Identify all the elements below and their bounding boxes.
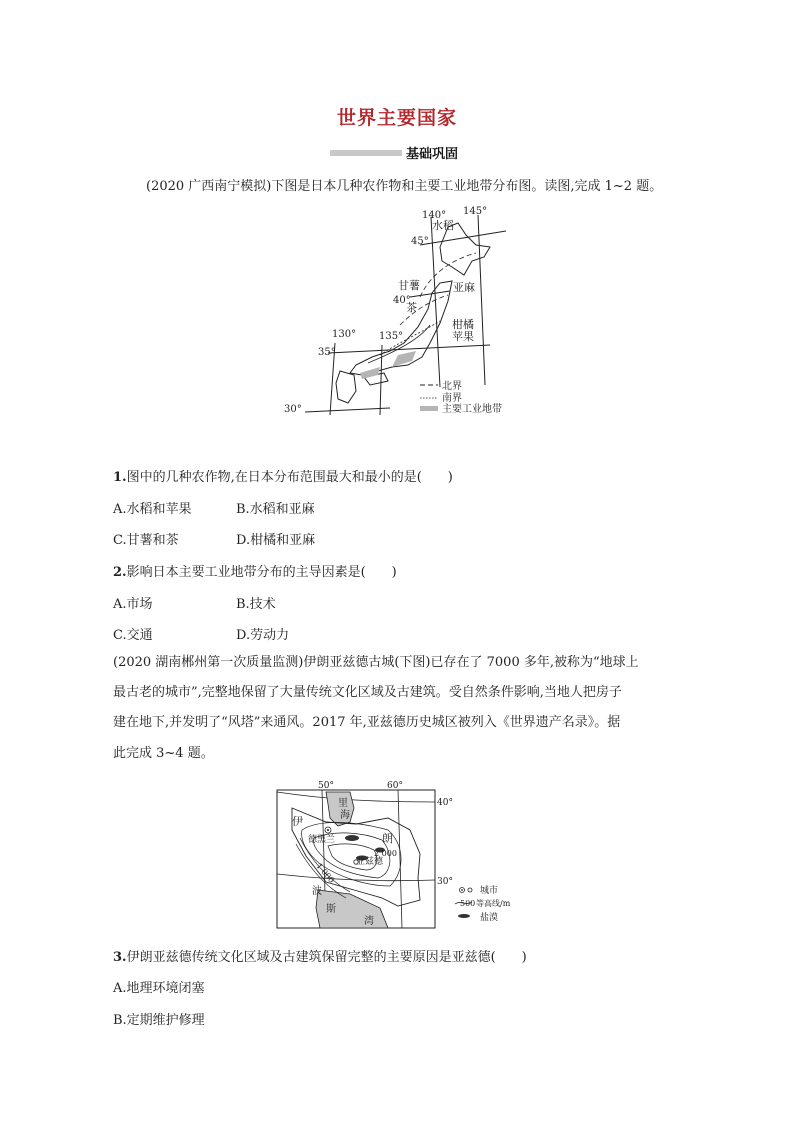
japan-map — [280, 205, 530, 420]
label-persian-1: 波 — [312, 886, 322, 897]
iran-lon-label-60: 60° — [387, 781, 403, 791]
crop-label-citrus: 柑橘 — [452, 318, 474, 331]
question-3-stem: 伊朗亚兹德传统文化区域及古建筑保留完整的主要原因是亚兹德( ) — [126, 950, 527, 965]
crop-label-rice: 水稻 — [432, 219, 454, 232]
q1-option-b: B.水稻和亚麻 — [236, 502, 315, 517]
lat-label-40: 40° — [393, 295, 411, 306]
crop-label-flax: 亚麻 — [453, 281, 475, 294]
section-bar — [330, 150, 402, 156]
label-iran-2: 朗 — [382, 832, 393, 845]
legend-north: 北界 — [442, 381, 462, 392]
legend-salt-desert: 盐漠 — [480, 913, 499, 923]
legend-contour: 等高线/m — [476, 899, 511, 908]
lat-label-45: 45° — [411, 236, 429, 247]
crop-label-apple: 苹果 — [452, 330, 474, 343]
legend-city: 城市 — [480, 886, 499, 896]
lon-label-130: 130° — [332, 329, 357, 340]
section-label: 基础巩固 — [406, 147, 459, 162]
question-2-number: 2. — [113, 565, 127, 580]
label-yazd: 亚兹德 — [356, 857, 384, 867]
question-3 — [113, 946, 527, 965]
page-title: 世界主要国家 — [336, 107, 457, 129]
label-persian-2: 斯 — [326, 904, 336, 915]
label-iran-1: 伊 — [292, 815, 303, 828]
intro-paragraph-2-line-2: 最古老的城市”,完整地保留了大量传统文化区域及古建筑。受自然条件影响,当地人把房子 — [113, 685, 622, 700]
intro-paragraph-1: (2020 广西南宁模拟)下图是日本几种农作物和主要工业地带分布图。读图,完成 1~2 题。 — [146, 179, 663, 194]
q2-option-b: B.技术 — [236, 597, 276, 612]
q2-option-c: C.交通 — [113, 628, 153, 643]
q3-option-a: A.地理环境闭塞 — [113, 981, 205, 996]
q1-option-a: A.水稻和苹果 — [113, 502, 192, 517]
label-elevation-2000: 2 000 — [374, 849, 397, 858]
q1-option-c: C.甘薯和茶 — [113, 533, 179, 548]
question-1-stem: 图中的几种农作物,在日本分布范围最大和最小的是( ) — [126, 470, 453, 485]
label-caspian-1: 里 — [338, 798, 348, 809]
question-2-stem: 影响日本主要工业地带分布的主导因素是( ) — [126, 565, 397, 580]
intro-paragraph-2-line-1: (2020 湖南郴州第一次质量监测)伊朗亚兹德古城(下图)已存在了 7000 多年,被称为“地球上 — [113, 655, 639, 670]
q2-option-d: D.劳动力 — [236, 628, 290, 643]
label-elevation-1000: 1 000 — [314, 861, 337, 885]
label-caspian-2: 海 — [340, 810, 350, 821]
lon-label-135: 135° — [379, 331, 404, 342]
lon-label-140: 140° — [422, 210, 447, 221]
crop-label-sweet-potato: 甘薯 — [398, 279, 420, 292]
label-tehran: 德黑兰 — [308, 835, 336, 845]
q1-option-d: D.柑橘和亚麻 — [236, 533, 316, 548]
intro-paragraph-2-line-4: 此完成 3~4 题。 — [113, 746, 214, 761]
iran-map — [270, 778, 525, 933]
q3-option-b: B.定期维护修理 — [113, 1013, 205, 1028]
crop-label-tea: 茶 — [406, 301, 417, 314]
lat-label-30: 30° — [284, 404, 302, 415]
label-persian-3: 湾 — [364, 916, 374, 927]
intro-paragraph-2-line-3: 建在地下,并发明了“风塔”来通风。2017 年,亚兹德历史城区被列入《世界遗产名录》。据 — [113, 715, 621, 730]
legend-industry: 主要工业地带 — [442, 404, 502, 415]
iran-lon-label-50: 50° — [318, 781, 334, 791]
iran-lat-label-40: 40° — [437, 798, 453, 808]
question-1-number: 1. — [113, 470, 127, 485]
lon-label-145: 145° — [463, 206, 488, 217]
question-1 — [113, 466, 453, 485]
question-3-number: 3. — [113, 950, 127, 965]
legend-south: 南界 — [442, 393, 462, 404]
iran-lat-label-30: 30° — [437, 877, 453, 887]
q2-option-a: A.市场 — [113, 597, 153, 612]
lat-label-35: 35° — [318, 347, 336, 358]
legend-contour-value: 500 — [460, 899, 476, 908]
question-2 — [113, 561, 397, 580]
